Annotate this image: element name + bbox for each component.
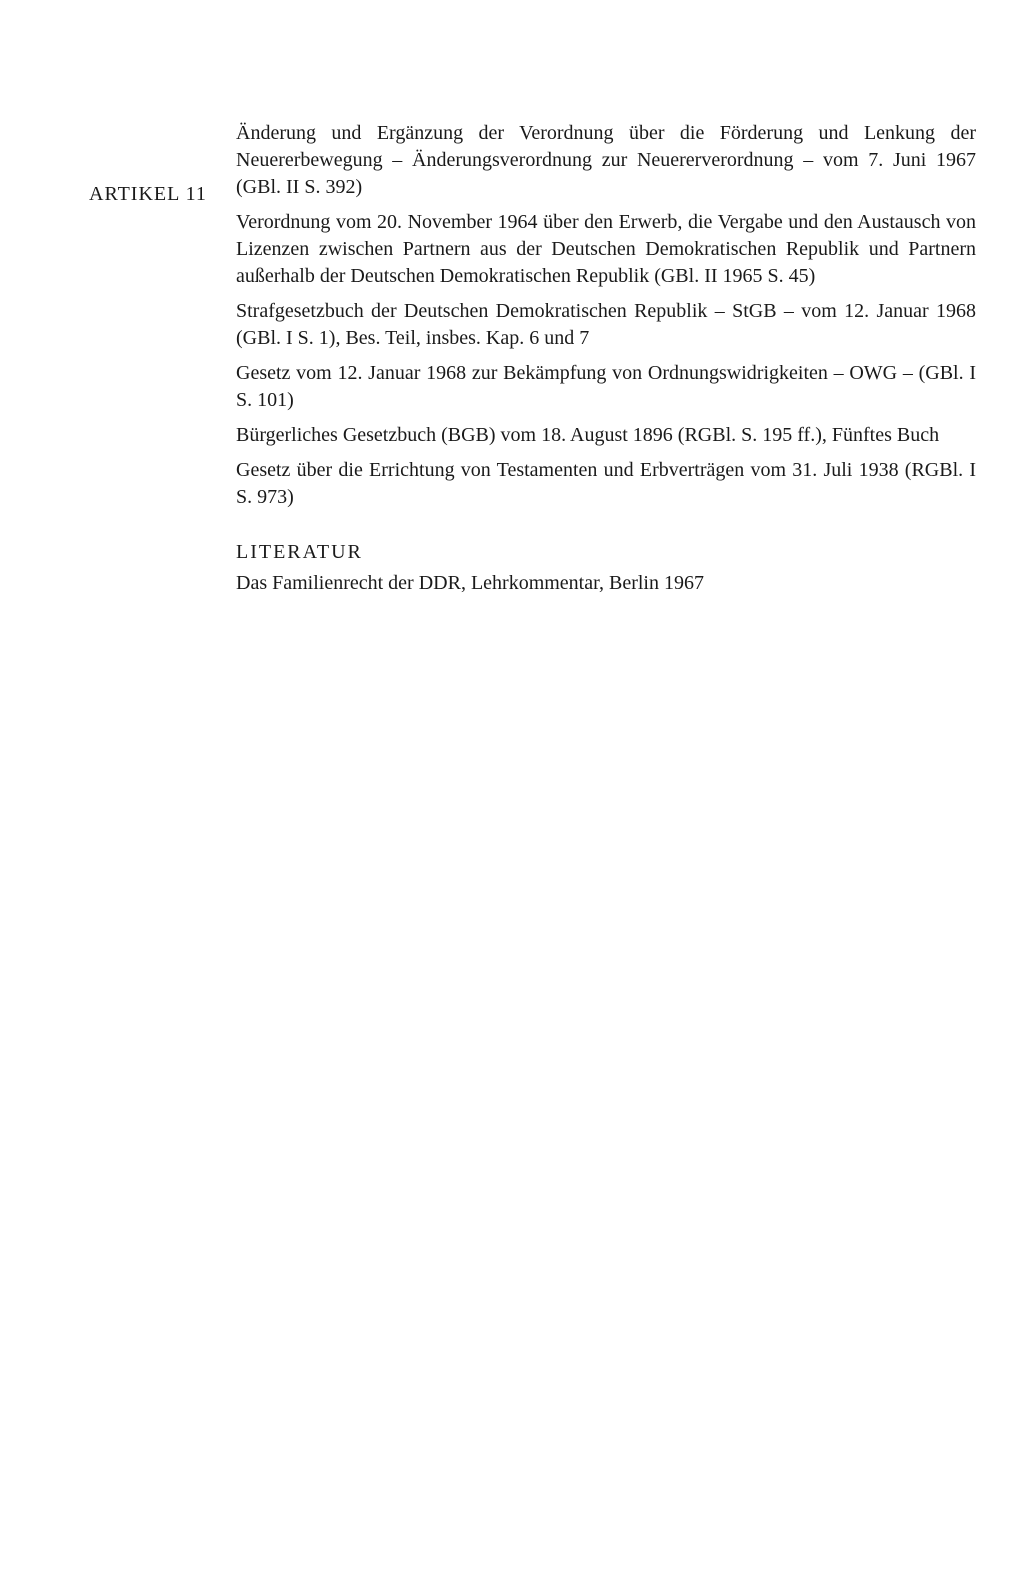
reference-entry: Änderung und Ergänzung der Verordnung über die Förderung und Lenkung der Neuererbewegung – Änderungsverordnung zur Neuererverordnung – vom 7. Juni 1967 (GBl. II S. 392) (236, 122, 976, 198)
reference-entry: Bürgerliches Gesetzbuch (BGB) vom 18. August 1896 (RGBl. S. 195 ff.), Fünftes Buch (236, 424, 940, 446)
legal-references (236, 120, 976, 597)
reference-entry: Strafgesetzbuch der Deutschen Demokratischen Republik – StGB – vom 12. Januar 1968 (GBl. I S. 1), Bes. Teil, insbes. Kap. 6 und 7 (236, 300, 976, 349)
literature-entry: Das Familienrecht der DDR, Lehrkommentar, Berlin 1967 (236, 572, 704, 594)
literature-heading: LITERATUR (236, 541, 363, 563)
article-label: ARTIKEL 11 (89, 183, 207, 205)
reference-entry: Gesetz vom 12. Januar 1968 zur Bekämpfung von Ordnungswidrigkeiten – OWG – (GBl. I S. 101) (236, 362, 976, 411)
reference-entry: Verordnung vom 20. November 1964 über den Erwerb, die Vergabe und den Austausch von Lizenzen zwischen Partnern aus der Deutschen Demokratischen Republik und Partnern außerhalb der Deutschen Demokratischen Republik (GBl. II 1965 S. 45) (236, 211, 976, 287)
reference-entry: Gesetz über die Errichtung von Testamenten und Erbverträgen vom 31. Juli 1938 (RGBl. I S. 973) (236, 459, 976, 508)
